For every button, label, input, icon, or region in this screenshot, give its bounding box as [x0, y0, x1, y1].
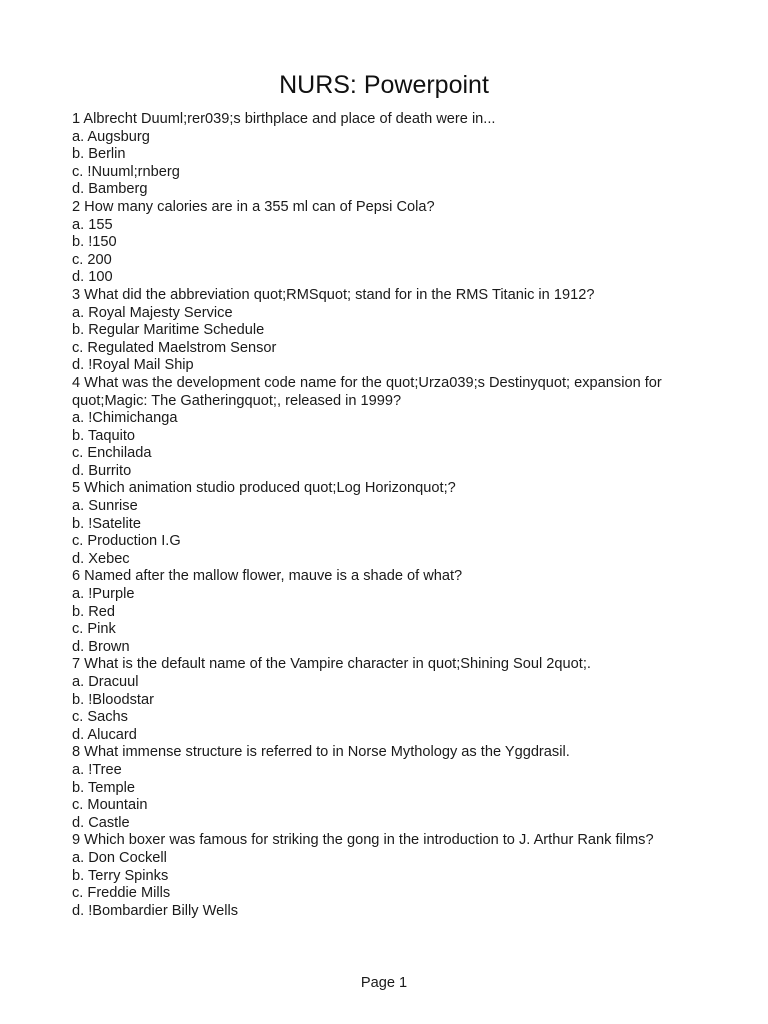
answer-option: d. Alucard: [72, 726, 137, 743]
answer-option: b. !Satelite: [72, 515, 141, 532]
answer-option: a. Don Cockell: [72, 849, 167, 866]
question-text: 4 What was the development code name for the quot;Urza039;s Destinyquot; expansion for quot;Magic: The Gatheringquot;, released in 1999?: [72, 374, 666, 409]
answer-option: c. 200: [72, 251, 112, 268]
question-text: 1 Albrecht Duuml;rer039;s birthplace and place of death were in...: [72, 111, 496, 127]
question-block: [72, 832, 702, 920]
question-text: 6 Named after the mallow flower, mauve is a shade of what?: [72, 568, 463, 585]
question-text: 8 What immense structure is referred to in Norse Mythology as the Yggdrasil.: [72, 744, 570, 761]
question-block: [72, 375, 702, 481]
answer-option: a. 155: [72, 216, 113, 233]
answer-option: b. Red: [72, 603, 115, 620]
question-text: 7 What is the default name of the Vampire character in quot;Shining Soul 2quot;.: [72, 656, 591, 673]
answer-option: c. Production I.G: [72, 533, 181, 550]
answer-option: a. Dracuul: [72, 674, 139, 690]
answer-option: c. Mountain: [72, 797, 148, 814]
answer-option: a. Sunrise: [72, 498, 138, 515]
answer-option: b. Temple: [72, 779, 136, 796]
answer-option: c. Freddie Mills: [72, 885, 171, 902]
answer-option: c. Enchilada: [72, 445, 152, 462]
answer-option: b. Terry Spinks: [72, 867, 169, 884]
question-block: [72, 568, 702, 656]
question-text: 3 What did the abbreviation quot;RMSquot; stand for in the RMS Titanic in 1912?: [72, 286, 595, 303]
answer-option: a. !Chimichanga: [72, 410, 178, 427]
question-block: [72, 199, 702, 287]
answer-option: c. Pink: [72, 621, 116, 638]
question-list: [72, 111, 702, 920]
page-number: Page 1: [360, 975, 408, 991]
question-block: [72, 656, 702, 744]
answer-option: b. !Bloodstar: [72, 691, 154, 708]
answer-option: b. Berlin: [72, 146, 126, 163]
answer-option: d. Xebec: [72, 550, 130, 567]
question-block: [72, 111, 702, 199]
answer-option: c. Sachs: [72, 709, 128, 726]
answer-option: d. Burrito: [72, 462, 132, 479]
question-text: 9 Which boxer was famous for striking the gong in the introduction to J. Arthur Rank films?: [72, 832, 654, 849]
answer-option: a. !Purple: [72, 586, 135, 603]
answer-option: d. Brown: [72, 638, 130, 655]
answer-option: a. Royal Majesty Service: [72, 304, 233, 321]
question-text: 2 How many calories are in a 355 ml can of Pepsi Cola?: [72, 198, 435, 215]
answer-option: d. 100: [72, 269, 113, 286]
answer-option: a. Augsburg: [72, 128, 150, 145]
answer-option: c. !Nuuml;rnberg: [72, 163, 180, 180]
question-block: [72, 744, 702, 832]
answer-option: d. !Royal Mail Ship: [72, 357, 194, 374]
answer-option: b. !150: [72, 234, 117, 251]
answer-option: b. Regular Maritime Schedule: [72, 322, 265, 339]
question-text: 5 Which animation studio produced quot;Log Horizonquot;?: [72, 480, 456, 497]
answer-option: d. !Bombardier Billy Wells: [72, 902, 238, 919]
question-block: [72, 287, 702, 375]
answer-option: c. Regulated Maelstrom Sensor: [72, 339, 277, 356]
answer-option: b. Taquito: [72, 427, 136, 444]
answer-option: d. Castle: [72, 814, 130, 831]
answer-option: d. Bamberg: [72, 181, 148, 198]
question-block: [72, 480, 702, 568]
page-title: NURS: Powerpoint: [279, 71, 489, 99]
answer-option: a. !Tree: [72, 761, 122, 778]
